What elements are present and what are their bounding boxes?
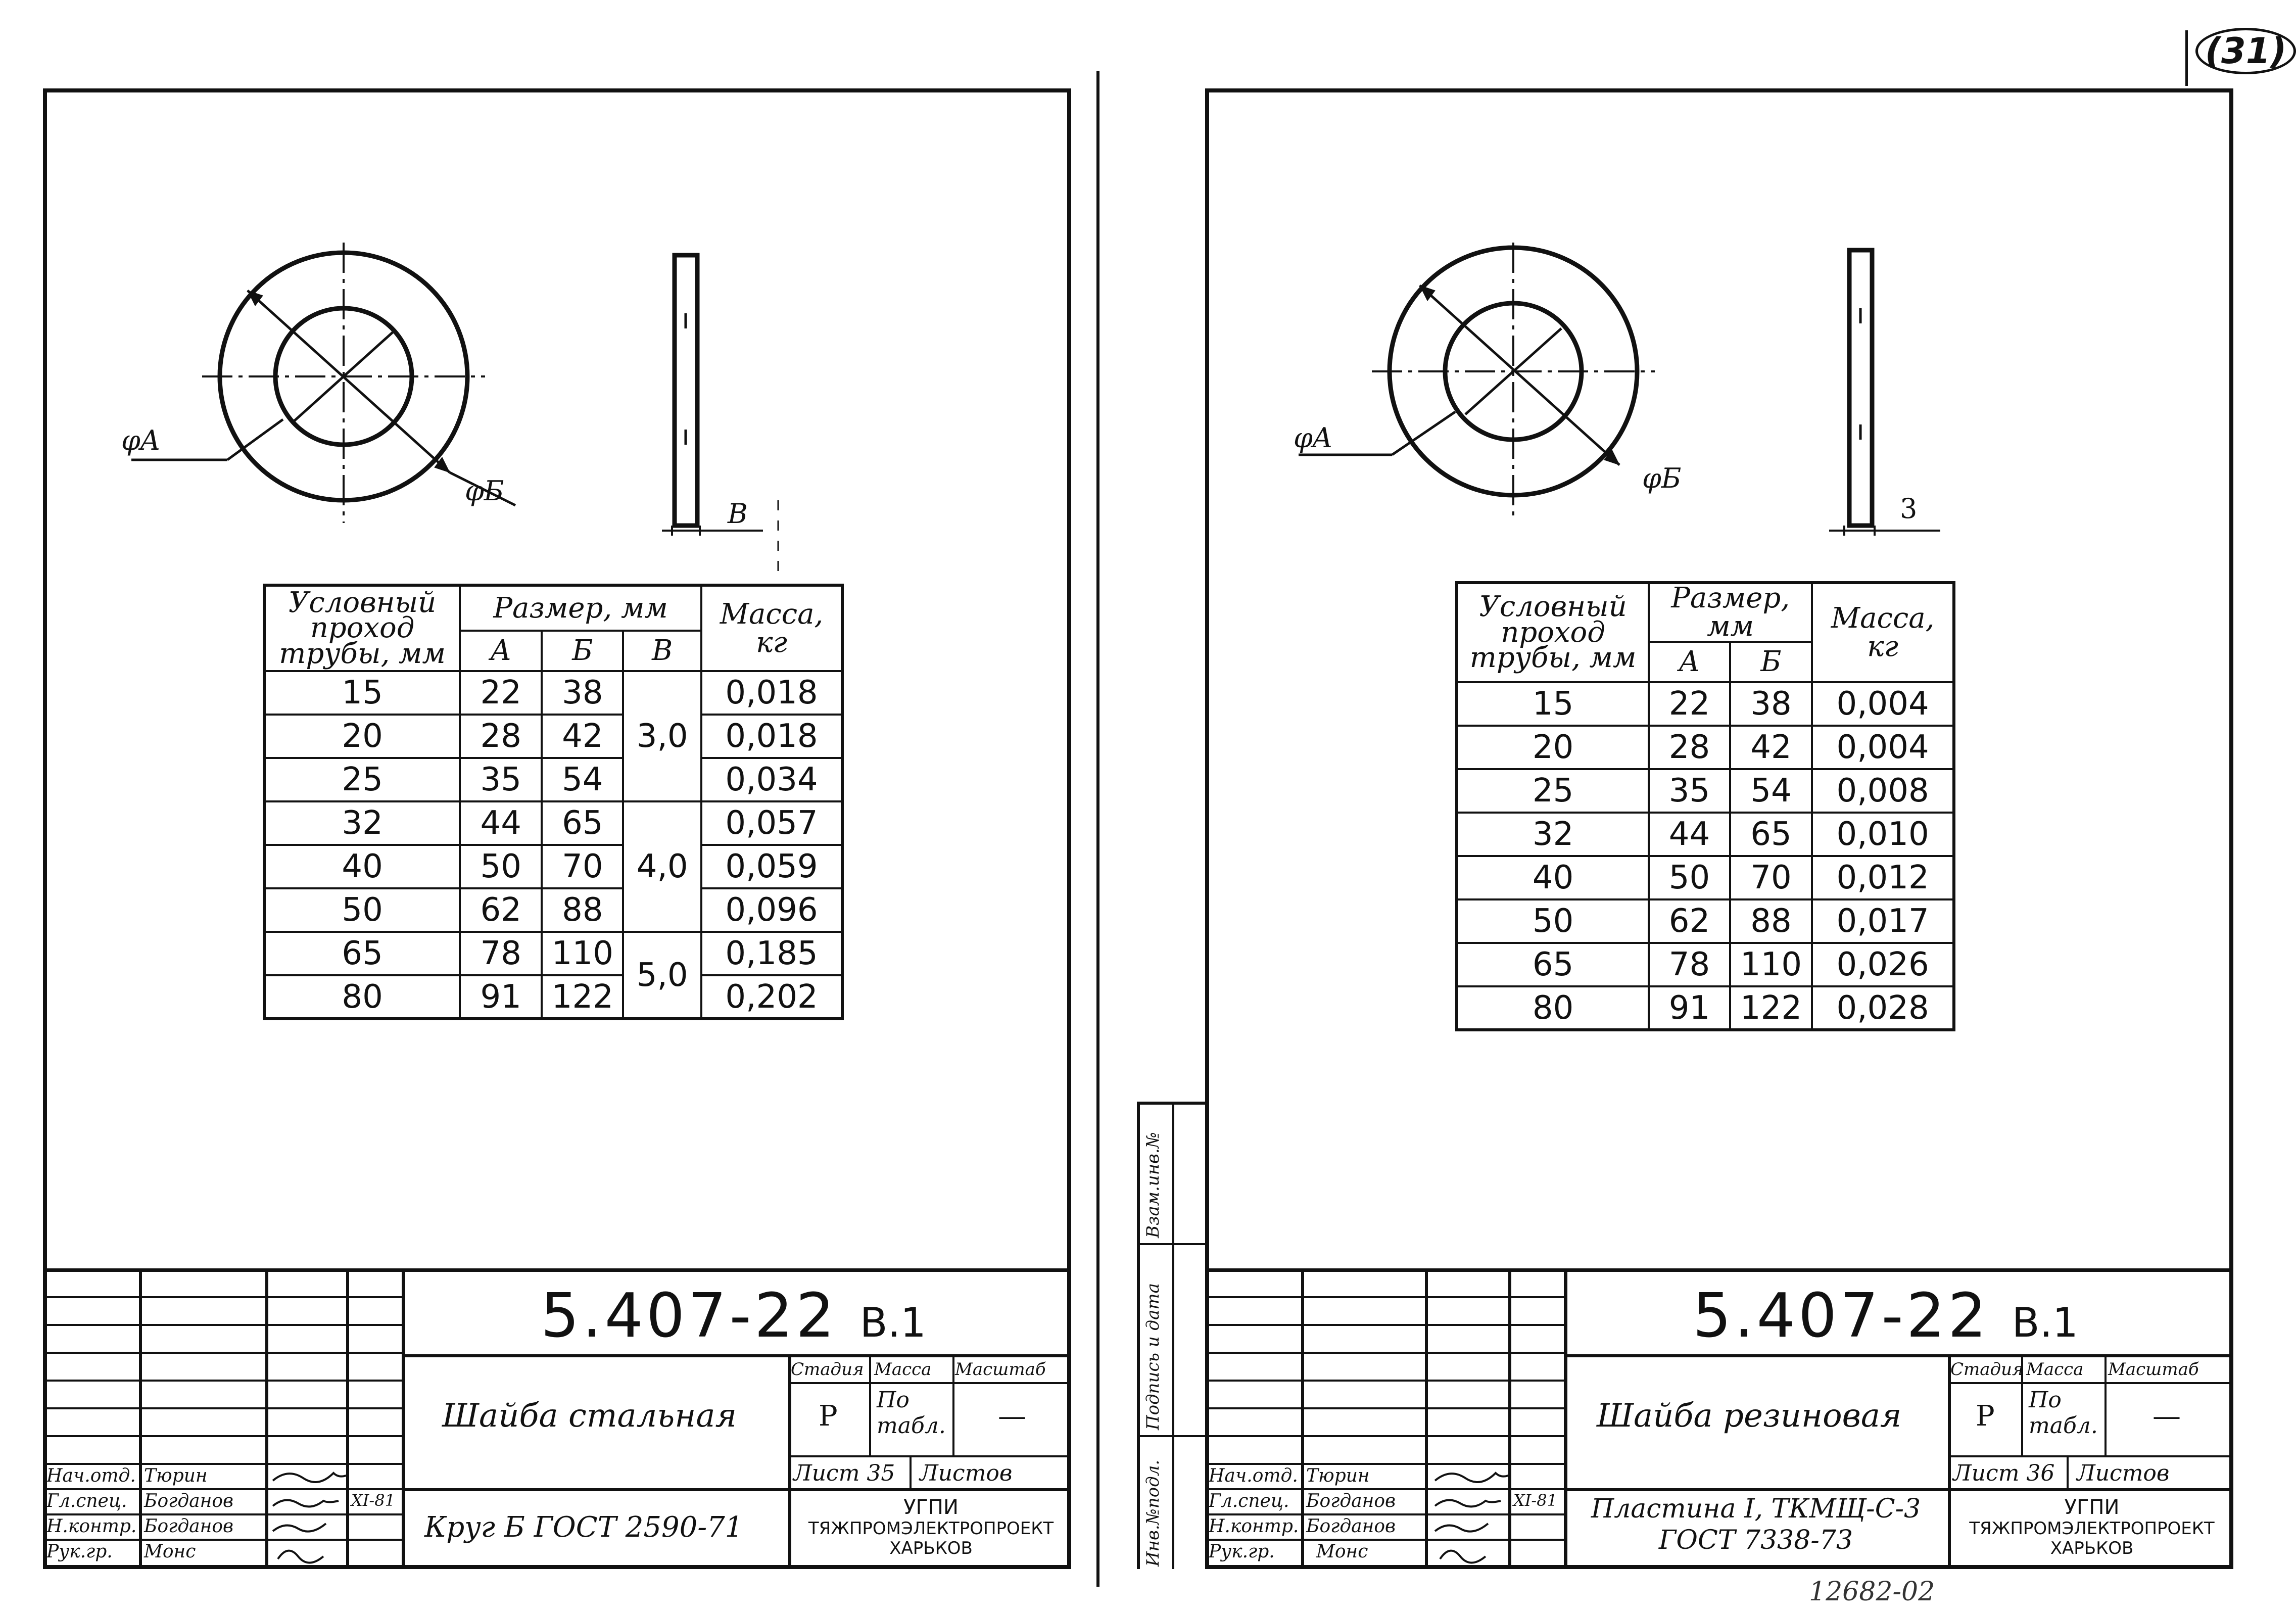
- cell-a: 44: [1649, 813, 1730, 856]
- cell-b: 110: [542, 932, 623, 975]
- right-mass-header: Масса: [2026, 1359, 2084, 1380]
- header-nominal: Условный проход трубы, мм: [264, 585, 460, 671]
- cell-mass: 0,018: [701, 715, 842, 758]
- right-role-3: Н.контр.: [1209, 1516, 1299, 1537]
- stamp-inv-podl: Инв.№подл.: [1143, 1459, 1163, 1567]
- cell-mass: 0,004: [1812, 682, 1954, 726]
- right-name-3: Богданов: [1306, 1516, 1396, 1537]
- cell-mass: 0,057: [701, 801, 842, 845]
- right-spec-table: [1455, 581, 1955, 1031]
- left-mass: По табл.: [877, 1387, 946, 1439]
- cell-dn: 32: [264, 801, 460, 845]
- cell-dn: 25: [1457, 769, 1649, 813]
- left-organization: УГПИ ТЯЖПРОМЭЛЕКТРОПРОЕКТ ХАРЬКОВ: [808, 1496, 1054, 1559]
- header-c: В: [623, 631, 701, 671]
- cell-b: 70: [542, 845, 623, 888]
- cell-c-group: 3,0: [623, 671, 701, 801]
- cell-mass: 0,028: [1812, 986, 1954, 1030]
- header-size: Размер, мм: [1649, 583, 1812, 642]
- cell-b: 122: [1730, 986, 1812, 1030]
- right-name-2: Богданов: [1306, 1491, 1396, 1511]
- cell-b: 122: [542, 975, 623, 1019]
- cell-mass: 0,010: [1812, 813, 1954, 856]
- left-role-3: Н.контр.: [46, 1516, 137, 1537]
- cell-mass: 0,008: [1812, 769, 1954, 813]
- left-label-thickness: В: [728, 498, 748, 530]
- cell-a: 35: [460, 758, 542, 801]
- cell-a: 62: [1649, 899, 1730, 943]
- cell-mass: 0,185: [701, 932, 842, 975]
- right-sheets: Листов: [2077, 1460, 2170, 1486]
- left-spec-table: [263, 584, 844, 1020]
- right-stage-header: Стадия: [1950, 1359, 2024, 1380]
- header-mass: Масса, кг: [701, 585, 842, 671]
- right-sheet-no: Лист 36: [1953, 1460, 2055, 1486]
- cell-b: 88: [542, 888, 623, 932]
- left-washer-front-view: [131, 243, 515, 523]
- header-a: А: [460, 631, 542, 671]
- cell-b: 65: [542, 801, 623, 845]
- header-nominal: Условный проход трубы, мм: [1457, 583, 1649, 682]
- right-date-2: XI-81: [1513, 1491, 1557, 1510]
- cell-dn: 25: [264, 758, 460, 801]
- right-scale-header: Масштаб: [2108, 1359, 2199, 1380]
- left-stage-header: Стадия: [791, 1359, 864, 1380]
- cell-b: 38: [542, 671, 623, 715]
- left-scale-header: Масштаб: [955, 1359, 1046, 1380]
- table-row: [264, 758, 842, 801]
- table-row: [1457, 986, 1954, 1030]
- right-mass: По табл.: [2029, 1387, 2098, 1439]
- left-role-1: Нач.отд.: [46, 1465, 136, 1486]
- cell-a: 91: [1649, 986, 1730, 1030]
- right-label-dB: φБ: [1642, 462, 1682, 494]
- cell-c-group: 5,0: [623, 932, 701, 1019]
- table-row: [1457, 943, 1954, 986]
- cell-a: 50: [1649, 856, 1730, 899]
- cell-b: 42: [1730, 726, 1812, 769]
- cell-mass: 0,059: [701, 845, 842, 888]
- right-label-thickness: 3: [1900, 493, 1918, 525]
- right-name-4: Монс: [1316, 1541, 1368, 1562]
- cell-mass: 0,004: [1812, 726, 1954, 769]
- cell-b: 70: [1730, 856, 1812, 899]
- cell-a: 91: [460, 975, 542, 1019]
- cell-dn: 15: [1457, 682, 1649, 726]
- cell-dn: 20: [1457, 726, 1649, 769]
- left-name-2: Богданов: [144, 1491, 233, 1511]
- cell-mass: 0,017: [1812, 899, 1954, 943]
- left-date-2: XI-81: [351, 1491, 395, 1510]
- table-row: [264, 888, 842, 932]
- cell-dn: 50: [1457, 899, 1649, 943]
- left-label-dB: φБ: [465, 475, 504, 507]
- left-stage: Р: [819, 1400, 838, 1433]
- cell-dn: 65: [1457, 943, 1649, 986]
- cell-b: 38: [1730, 682, 1812, 726]
- cell-a: 50: [460, 845, 542, 888]
- cell-dn: 20: [264, 715, 460, 758]
- header-b: Б: [1730, 642, 1812, 682]
- page-number-frame-line: [2185, 30, 2188, 86]
- cell-mass: 0,202: [701, 975, 842, 1019]
- cell-dn: 65: [264, 932, 460, 975]
- cell-a: 44: [460, 801, 542, 845]
- cell-mass: 0,012: [1812, 856, 1954, 899]
- cell-dn: 80: [1457, 986, 1649, 1030]
- cell-mass: 0,018: [701, 671, 842, 715]
- cell-a: 28: [1649, 726, 1730, 769]
- table-row: [264, 845, 842, 888]
- left-name-1: Тюрин: [144, 1465, 208, 1486]
- left-sheets: Листов: [920, 1460, 1013, 1486]
- cell-dn: 32: [1457, 813, 1649, 856]
- left-signatures: [268, 1463, 349, 1569]
- header-b: Б: [542, 631, 623, 671]
- cell-a: 62: [460, 888, 542, 932]
- right-part-name: Шайба резиновая: [1597, 1397, 1902, 1435]
- table-row: [1457, 899, 1954, 943]
- cell-dn: 50: [264, 888, 460, 932]
- left-doc-code: 5.407-22 В.1: [541, 1281, 926, 1351]
- cell-a: 78: [1649, 943, 1730, 986]
- cell-b: 88: [1730, 899, 1812, 943]
- cell-a: 78: [460, 932, 542, 975]
- header-a: А: [1649, 642, 1730, 682]
- right-doc-code: 5.407-22 В.1: [1693, 1281, 2078, 1351]
- left-name-3: Богданов: [144, 1516, 233, 1537]
- right-role-1: Нач.отд.: [1209, 1465, 1298, 1486]
- cell-dn: 15: [264, 671, 460, 715]
- cell-b: 54: [1730, 769, 1812, 813]
- table-row: [1457, 813, 1954, 856]
- right-name-1: Тюрин: [1306, 1465, 1370, 1486]
- cell-b: 110: [1730, 943, 1812, 986]
- cell-c-group: 4,0: [623, 801, 701, 932]
- left-role-4: Рук.гр.: [46, 1541, 113, 1562]
- right-scale: —: [2152, 1400, 2181, 1433]
- right-organization: УГПИ ТЯЖПРОМЭЛЕКТРОПРОЕКТ ХАРЬКОВ: [1969, 1496, 2215, 1559]
- stamp-signature-date: Подпись и дата: [1143, 1283, 1163, 1430]
- right-role-2: Гл.спец.: [1209, 1491, 1289, 1511]
- right-stage: Р: [1976, 1400, 1995, 1433]
- cell-mass: 0,096: [701, 888, 842, 932]
- right-washer-front-view: [1299, 243, 1655, 518]
- cell-dn: 80: [264, 975, 460, 1019]
- right-material: Пластина I, ТКМЩ-С-3 ГОСТ 7338-73: [1591, 1494, 1921, 1556]
- cell-b: 42: [542, 715, 623, 758]
- left-washer-side-view: [662, 255, 778, 576]
- table-row: [1457, 726, 1954, 769]
- cell-mass: 0,026: [1812, 943, 1954, 986]
- table-row: [1457, 682, 1954, 726]
- cell-b: 54: [542, 758, 623, 801]
- left-scale: —: [998, 1400, 1026, 1433]
- left-sheet-no: Лист 35: [793, 1460, 895, 1486]
- left-part-name: Шайба стальная: [442, 1397, 737, 1435]
- stamp-vzam-inv: Взам.инв.№: [1143, 1132, 1163, 1238]
- table-row: [1457, 769, 1954, 813]
- left-role-2: Гл.спец.: [46, 1491, 127, 1511]
- table-row: [264, 715, 842, 758]
- right-role-4: Рук.гр.: [1209, 1541, 1275, 1562]
- left-label-dA: φA: [121, 424, 160, 456]
- cell-mass: 0,034: [701, 758, 842, 801]
- header-size: Размер, мм: [460, 585, 701, 631]
- cell-b: 65: [1730, 813, 1812, 856]
- cell-a: 22: [1649, 682, 1730, 726]
- left-mass-header: Масса: [874, 1359, 932, 1380]
- table-row: [264, 801, 842, 845]
- right-washer-drawing: [1268, 243, 2001, 546]
- bottom-fragment: 12682-02: [1809, 1577, 1935, 1607]
- table-row: [264, 671, 842, 715]
- left-name-4: Монс: [144, 1541, 196, 1562]
- page-number: (31): [2195, 30, 2296, 72]
- cell-a: 22: [460, 671, 542, 715]
- table-row: [264, 975, 842, 1019]
- sheet-divider: [1096, 71, 1099, 1587]
- table-row: [1457, 856, 1954, 899]
- cell-dn: 40: [1457, 856, 1649, 899]
- cell-a: 28: [460, 715, 542, 758]
- cell-a: 35: [1649, 769, 1730, 813]
- right-label-dA: φA: [1294, 422, 1332, 454]
- header-mass: Масса, кг: [1812, 583, 1954, 682]
- right-signatures: [1430, 1463, 1511, 1569]
- left-material: Круг Б ГОСТ 2590-71: [424, 1511, 743, 1544]
- right-washer-side-view: [1829, 250, 1940, 536]
- table-row: [264, 932, 842, 975]
- cell-dn: 40: [264, 845, 460, 888]
